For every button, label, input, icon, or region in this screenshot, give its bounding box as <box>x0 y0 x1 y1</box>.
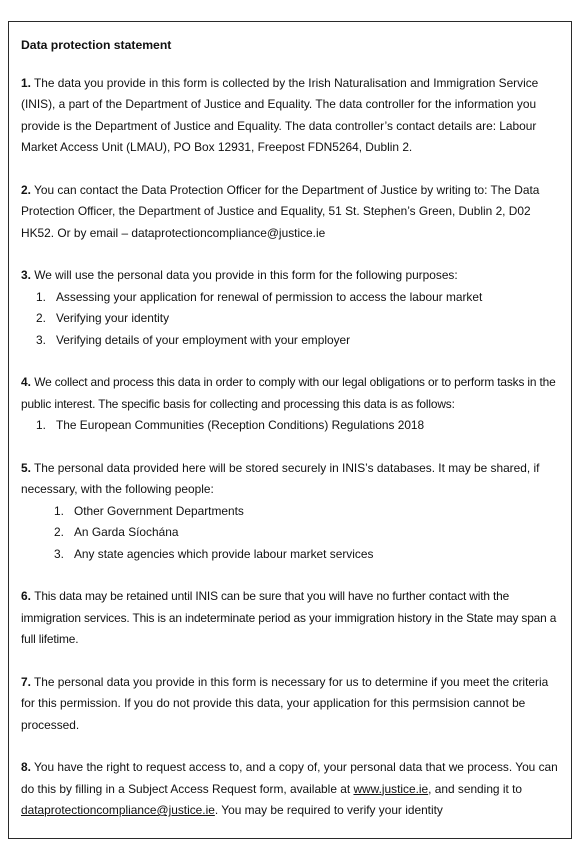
section-6 <box>21 586 563 651</box>
section-number: 8. <box>21 760 31 774</box>
dpo-email-link[interactable]: dataprotectioncompliance@justice.ie <box>21 803 215 817</box>
section-text: You have the right to request access to, and a copy of, your personal data that we process. You can do this by filling in a Subject Access Request form, available at <box>21 760 558 796</box>
section-5 <box>21 458 563 566</box>
section-number: 2. <box>21 182 31 197</box>
section-text: This data may be retained until INIS can be sure that you will have no further contact with the immigration services. This is an indeterminate period as your immigration history in the State may span a full lifetime. <box>21 589 557 646</box>
section-1 <box>21 73 563 159</box>
section-number: 1. <box>21 75 31 90</box>
section-number: 4. <box>21 375 31 389</box>
data-protection-box <box>8 21 572 839</box>
section-number: 6. <box>21 589 31 603</box>
section-text: The personal data provided here will be stored securely in INIS’s databases. It may be shared, if necessary, with the following people: <box>21 460 540 496</box>
section-3 <box>21 265 563 351</box>
section-7 <box>21 672 563 737</box>
section-text: We will use the personal data you provide in this form for the following purposes: <box>34 268 458 282</box>
page-title: Data protection statement <box>21 38 172 52</box>
list-item: 3. Verifying details of your employment with your employer <box>36 332 351 347</box>
section-number: 7. <box>21 674 31 689</box>
section-number: 3. <box>21 268 31 282</box>
section-text: The personal data you provide in this form is necessary for us to determine if you meet the criteria for this permission. If you do not provide this data, your application for this permsision cannot be processed. <box>21 674 549 732</box>
section-text: . You may be required to verify your identity <box>214 803 443 817</box>
section-text: We collect and process this data in order to comply with our legal obligations or to perform tasks in the public interest. The specific basis for collecting and processing this data is as follows: <box>21 375 556 411</box>
section-2 <box>21 180 563 245</box>
section-text: You can contact the Data Protection Officer for the Department of Justice by writing to: The Data Protection Officer, the Department of Justice and Equality, 51 St. Stephen’s Green, Dublin 2, D02 HK52. Or by email – dataprotectioncompliance@justice.ie <box>21 182 540 240</box>
section-number: 5. <box>21 460 31 475</box>
list-item: 3. Any state agencies which provide labour market services <box>54 546 374 561</box>
purpose-list <box>21 287 563 352</box>
list-item: 1. The European Communities (Reception Conditions) Regulations 2018 <box>36 418 425 432</box>
list-item: 2. An Garda Síochána <box>54 525 179 539</box>
section-8 <box>21 757 563 822</box>
legal-basis-list <box>21 415 563 437</box>
list-item: 2. Verifying your identity <box>36 311 170 325</box>
list-item: 1. Assessing your application for renewal of permission to access the labour market <box>36 289 483 304</box>
shared-with-list <box>21 501 563 566</box>
justice-website-link[interactable]: www.justice.ie <box>353 781 429 796</box>
section-text: , and sending it to <box>428 781 523 796</box>
list-item: 1. Other Government Departments <box>54 503 244 518</box>
section-text: The data you provide in this form is collected by the Irish Naturalisation and Immigration Service (INIS), a part of the Department of Justice and Equality. The data controller for the information you provide is the Department of Justice and Equality. The data controller’s contact details are: Labour Market Access Unit (LMAU), PO Box 12931, Freepost FDN5264, Dublin 2. <box>21 75 539 154</box>
section-4 <box>21 372 563 437</box>
